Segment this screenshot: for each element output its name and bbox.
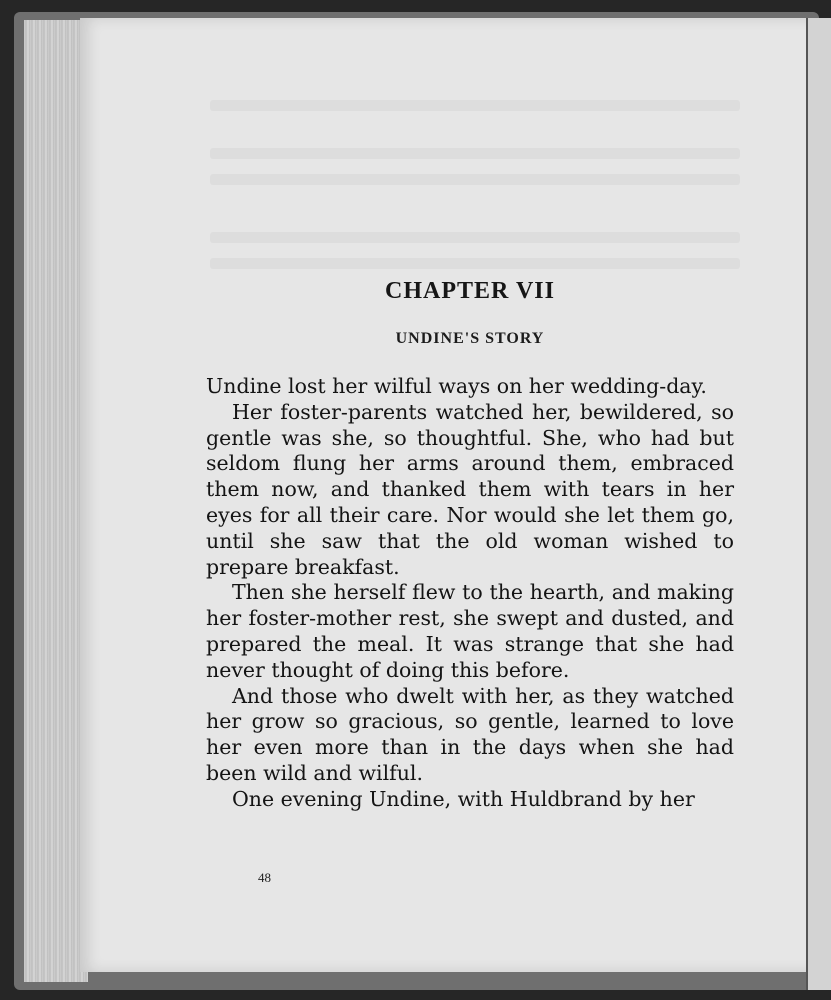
show-through-text <box>210 100 740 111</box>
next-page-edge <box>806 18 831 990</box>
page-edges <box>24 20 88 982</box>
paragraph: One evening Undine, with Huldbrand by her <box>232 786 695 811</box>
paragraph: And those who dwelt with her, as they watched her grow so gracious, so gentle, learned to love her even more than in the days when she had been wild and wilful. <box>206 683 734 785</box>
chapter-body <box>206 374 734 813</box>
show-through-text <box>210 148 740 159</box>
chapter-subtitle: UNDINE'S STORY <box>395 330 545 347</box>
show-through-text <box>210 232 740 243</box>
paragraph: Undine lost her wilful ways on her wedding-day. <box>206 374 707 398</box>
show-through-text <box>210 258 740 269</box>
show-through-text <box>210 174 740 185</box>
paragraph: Then she herself flew to the hearth, and making her foster-mother rest, she swept and dusted, and prepared the meal. It was strange that she had never thought of doing this before. <box>206 580 734 682</box>
page-number: 48 <box>258 870 271 885</box>
paragraph: Her foster-parents watched her, bewildered, so gentle was she, so thoughtful. She, who had but seldom flung her arms around them, embraced them now, and thanked them with tears in her eyes for all their care. Nor would she let them go, until she saw that the old woman wished to prepare breakfast. <box>206 399 734 579</box>
chapter-title: CHAPTER VII <box>385 278 555 304</box>
